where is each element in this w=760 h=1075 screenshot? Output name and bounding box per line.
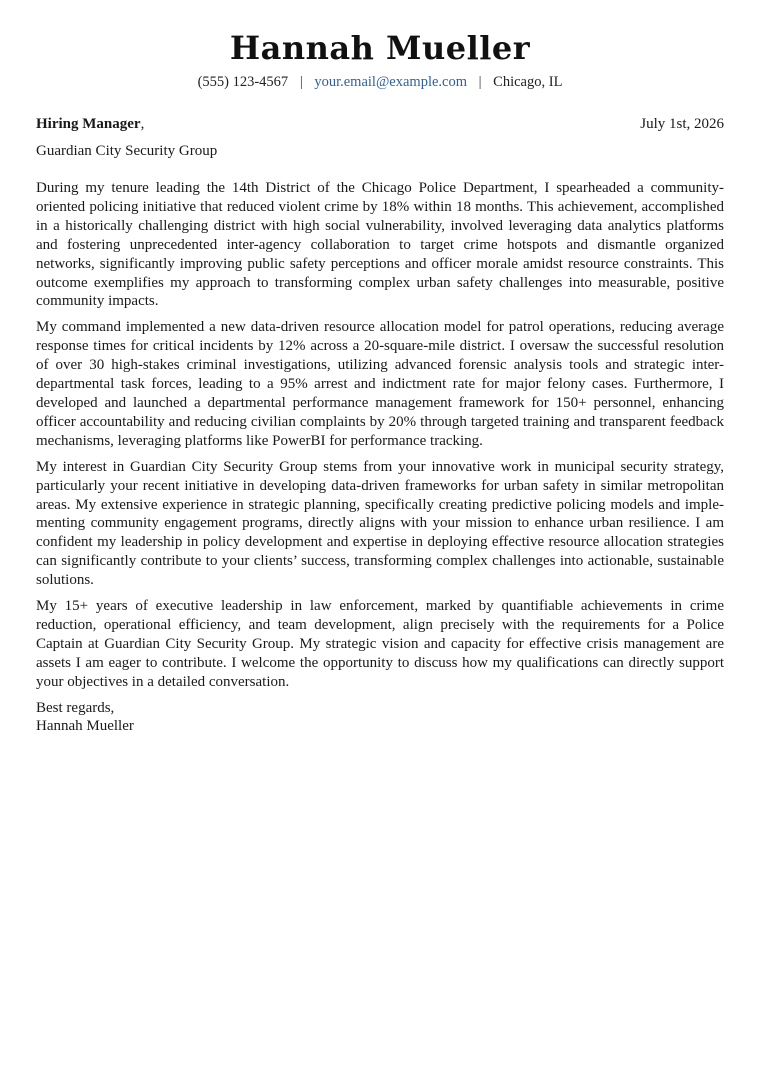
separator: |: [478, 74, 482, 90]
closing-salutation: Best regards,: [36, 699, 115, 716]
recipient-name: Hiring Manager: [36, 116, 141, 132]
body-paragraph: During my tenure leading the 14th District of the Chicago Police Department, I spearheaded a community-oriented policing initiative that reduced violent crime by 18% within 18 months. This achievement, accomplished in a historically challenging district with high social vulnerability, involved leveraging data analytics platforms and fostering unprecedented inter-agency collaboration to target crime hotspots and dismantle organized networks, significantly improving public safety perceptions and officer morale amidst resource constraints. This outcome exemplifies my approach to transforming complex urban safety challenges into measurable, positive community impacts.: [36, 180, 724, 310]
applicant-name: Hannah Mueller: [229, 29, 531, 67]
body-paragraph: My command implemented a new data-driven resource allocation model for patrol operations, reducing average response times for critical incidents by 12% across a 20-square-mile district. I oversaw the successful resolution of over 30 high-stakes criminal investigations, utilizing advanced forensic analysis tools and strategic inter-departmental task forces, leading to a 95% arrest and indictment rate for major felony cases. Furthermore, I developed and launched a departmental performance management framework for 150+ personnel, enhancing officer accountability and reducing civilian complaints by 20% through targeted training and transparent feedback mechanisms, leveraging platforms like PowerBI for performance tracking.: [36, 319, 724, 449]
recipient-name-suffix: ,: [140, 116, 145, 132]
closing-signature: Hannah Mueller: [36, 718, 134, 735]
letter-date: July 1st, 2026: [640, 116, 724, 132]
separator: |: [299, 74, 303, 90]
recipient-row: [36, 114, 724, 134]
phone-number: (555) 123-4567: [197, 74, 289, 90]
letter-body: [36, 179, 724, 692]
email-link[interactable]: your.email@example.com: [314, 74, 468, 90]
recipient-company: Guardian City Security Group: [36, 143, 218, 159]
contact-line: [36, 72, 724, 92]
letter-closing: [36, 699, 724, 737]
recipient-line: [36, 114, 144, 134]
body-paragraph: My 15+ years of executive leadership in law enforcement, marked by quantifiable achievements in crime reduction, operational efficiency, and team development, align precisely with the requirements for a Police Captain at Guardian City Security Group. My strategic vision and capacity for effective crisis management are assets I am eager to contribute. I welcome the opportunity to discuss how my qualifications can directly support your objectives in a detailed conversation.: [36, 598, 724, 690]
body-paragraph: My interest in Guardian City Security Group stems from your innovative work in municipal security strategy, particularly your recent initiative in developing data-driven frameworks for urban safety in similar metropolitan areas. My extensive experience in strategic planning, specifically creating predictive policing models and implementing community engagement programs, directly aligns with your mission to enhance urban resilience. I am confident my leadership in policy development and expertise in deploying effective resource allocation strategies can significantly contribute to your clients’ success, transforming complex challenges into actionable, sustainable solutions.: [36, 458, 724, 589]
location: Chicago, IL: [493, 74, 563, 90]
